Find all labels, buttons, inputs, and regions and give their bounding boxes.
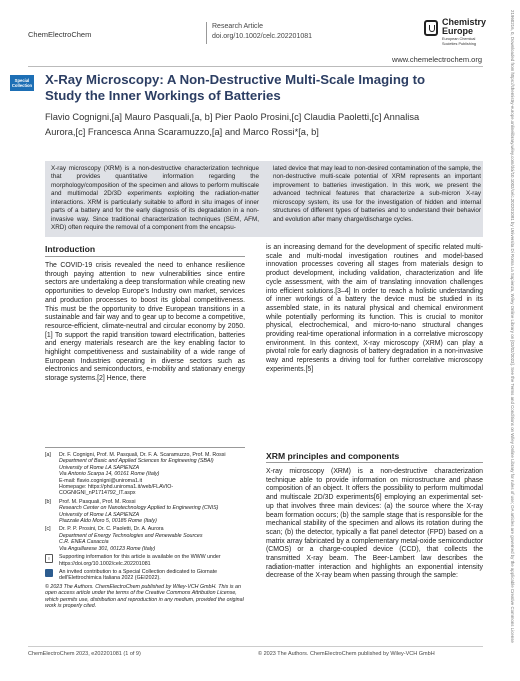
- affiliation-line: Dr. F. Cognigni, Prof. M. Pasquali, Dr. F. A. Scaramuzzo, Prof. M. Rossi: [59, 452, 226, 458]
- badge-line2: Collection: [11, 83, 33, 88]
- affiliation-label: [b]: [45, 498, 51, 505]
- special-collection-note: [45, 569, 245, 582]
- license-note: [45, 584, 245, 610]
- license-text: © 2023 The Authors. ChemElectroChem published by Wiley-VCH GmbH. This is an open access article under the terms of the Creative Commons Attribution License, which permits use, distribution and reproduction in any medium, provided the original work is properly cited.: [45, 583, 244, 609]
- abstract-box: [45, 161, 483, 237]
- affiliation-homepage[interactable]: Homepage: https://phd.uniroma1.it/web/FLAVIO-COGNIGNI_nP1714792_IT.aspx: [59, 484, 174, 497]
- affiliation-rule: [45, 447, 245, 448]
- article-doi[interactable]: doi.org/10.1002/celc.202201081: [212, 33, 313, 40]
- badge-line1: Special: [14, 78, 30, 83]
- article-title: X-Ray Microscopy: A Non-Destructive Multi-Scale Imaging to Study the Inner Workings of Batteries: [45, 72, 426, 103]
- journal-name[interactable]: ChemElectroChem: [28, 30, 92, 39]
- affiliation-line: University of Rome LA SAPIENZA: [59, 511, 140, 518]
- download-sidebar-text: 21960216, 0, Downloaded from https://chemistry-europe.onlinelibrary.wiley.com/doi/10.1002/celc.202201081 by Universita Di Roma La Sapienza, Wiley Online Library on [02/02/2023]. See the Terms and Conditions on Wiley Online Library for rules of use; OA articles are governed by the applicable Creative Commons License: [510, 10, 515, 643]
- affiliation-label: [a]: [45, 452, 51, 458]
- header-rule: [28, 66, 483, 67]
- download-sidebar: [508, 10, 516, 650]
- publisher-title-line1: Chemistry: [442, 17, 487, 27]
- supporting-info-icon: ≡: [45, 554, 53, 563]
- affiliation-label: [c]: [45, 526, 51, 533]
- section2-rule: [266, 462, 483, 463]
- abstract-left-column: X-ray microscopy (XRM) is a non-destructive characterization technique that provides quantitative information regarding the morphology/composition of the specimen and allows to perform multiscale and multimodal 2D/3D experiments exploiting the radiation-matter interactions. XRM is particularly suitable to afford in situ images of inner parts of a battery and for the early diagnosis of its degradation in a non-invasive way. Since traditional characterization techniques (SEM, AFM, XRD) often require the removal of a component from the encapsu-: [51, 165, 259, 232]
- affiliation-a: [45, 452, 245, 497]
- special-collection-badge[interactable]: [10, 75, 34, 91]
- supporting-info-text[interactable]: Supporting information for this article is available on the WWW under https://doi.org/10.1002/celc.202201081: [59, 554, 221, 567]
- abstract-right-column: lated device that may lead to non-desired contamination of the sample, the non-destructive multi-scale potential of XRM represents an important improvement to batteries investigation. In this work, we present the advanced technical features that characterize a sub-micron X-ray microscopy system, its use for the investigation of hidden and internal structures of different types of batteries and to understand their behavior and evolution after many charge/discharge cycles.: [273, 165, 481, 223]
- footer-citation: ChemElectroChem 2023, e202201081 (1 of 9): [28, 651, 141, 657]
- footer-copyright: © 2023 The Authors. ChemElectroChem published by Wiley-VCH GmbH: [258, 651, 435, 657]
- special-collection-icon: [45, 569, 53, 577]
- affiliations: [45, 452, 245, 611]
- affiliation-line: Prof. M. Pasquali, Prof. M. Rossi: [59, 498, 136, 505]
- affiliation-line: Piazzale Aldo Moro 5, 00185 Rome (Italy): [59, 518, 157, 525]
- affiliation-b: [45, 499, 245, 525]
- footer-rule: [28, 646, 483, 647]
- affiliation-line: Via Antonio Scarpa 14, 00161 Rome (Italy): [59, 471, 160, 478]
- article-type: Research Article: [212, 23, 263, 30]
- section2-text: X-ray microscopy (XRM) is a non-destructive characterization technique able to provide information on microstructure and phase composition of an object. It offers the possibility to perform multimodal and multiscale 2D/3D experiments[6] employing an experimental set-up that involves three main devices: (a) the source where the X-ray beam formation occurs; (b) the sample stage that is responsible for the mechanical stability of the specimen and allows its rotation during the scan; (b) the detector, typically a flat panel detector (FPD) based on a matrix array fabricated by a complementary metal-oxide semiconductor (CMOS) or a charge-coupled device (CCD), that collects the transmitted X-ray beam. The Beer-Lambert law describes the radiation-matter interaction and highlights an exponential intensity decrease of the X-ray beam when passing through the sample:: [266, 468, 483, 580]
- affiliation-line: Department of Energy Technologies and Renewable Sources: [59, 532, 203, 539]
- affiliation-c: [45, 526, 245, 552]
- special-collection-text: An invited contribution to a Special Collection dedicated to Giornate dell'Elettrochimica Italiana 2022 (GEI2022).: [59, 568, 218, 582]
- publisher-logo[interactable]: [424, 18, 486, 48]
- article-authors: Flavio Cognigni,[a] Mauro Pasquali,[a, b] Pier Paolo Prosini,[c] Claudia Paoletti,[c] Annalisa Aurora,[c] Francesca Anna Scaramuzzo,[a] and Marco Rossi*[a, b]: [45, 112, 420, 137]
- page-header: [28, 10, 488, 50]
- affiliation-line: Department of Basic and Applied Sciences for Engineering (SBAI): [59, 458, 214, 465]
- supporting-info-note: [45, 554, 245, 567]
- journal-website[interactable]: www.chemelectrochem.org: [391, 55, 482, 64]
- flask-icon: [424, 20, 438, 36]
- publisher-subtitle: European Chemical Societies Publishing: [442, 37, 476, 46]
- introduction-column-2: is an increasing demand for the development of specific related multi-scale and multi-modal investigation routines and model-based innovation processes covering all stages from materials design to product development, including validation, characterization and life cycle assessment, with the aim of translating innovation challenges into efficient solutions.[3–4] In order to reach a holistic understanding of inner workings of a battery the device must be studied in its assembled state, in its natural physical and chemical environment while potentially performing its function. This is crucial to monitor physical, electrochemical, and micro-to-nano structural changes providing real-time operational information in a correlative microscopy environment. In this context, X-ray microscopy (XRM) can play a pivotal role for early diagnosis of battery degradation in a non-invasive way and represents a driving tool for further correlative microscopy experiments.[5]: [266, 244, 483, 373]
- affiliation-line: Via Anguillarese 301, 00123 Rome (Italy): [59, 545, 156, 552]
- introduction-rule: [45, 256, 245, 257]
- publisher-title: [442, 18, 486, 36]
- introduction-heading: Introduction: [45, 244, 96, 254]
- affiliation-line: Dr. P. P. Prosini, Dr. C. Paoletti, Dr. A. Aurora: [59, 526, 164, 533]
- affiliation-email[interactable]: E-mail: flavio.cognigni@uniroma1.it: [59, 477, 143, 484]
- introduction-column-1: The COVID-19 crisis revealed the need to enhance resilience through paying attention to new vulnerabilities since entire sectors are undertaking a deep transformation while creating new opportunities to develop Europe's Industry own market, services and production processes to boost its global competitiveness. This must be the opportunity to drive European transitions in a sustainable and fair way and to gear up to become a competitive, resource-efficient, climate-neutral and circular economy by 2050.[1] To support the rapid transition toward electrification, batteries and energy materials research are the key enabling factor to highlight competitiveness and sustainability of a wide range of European Industries operating in diverse sectors such as electronics and semiconductors, e-mobility and stationary energy storage systems.[2] Hence, there: [45, 262, 245, 383]
- affiliation-line: Research Center on Nanotechnology Applied to Engineering (CNIS): [59, 505, 219, 512]
- affiliation-line: University of Rome LA SAPIENZA: [59, 464, 140, 471]
- header-divider: [206, 22, 207, 44]
- affiliation-line: C.R. ENEA Casaccia: [59, 539, 109, 546]
- publisher-title-line2: Europe: [442, 26, 474, 36]
- section2-heading: XRM principles and components: [266, 451, 400, 461]
